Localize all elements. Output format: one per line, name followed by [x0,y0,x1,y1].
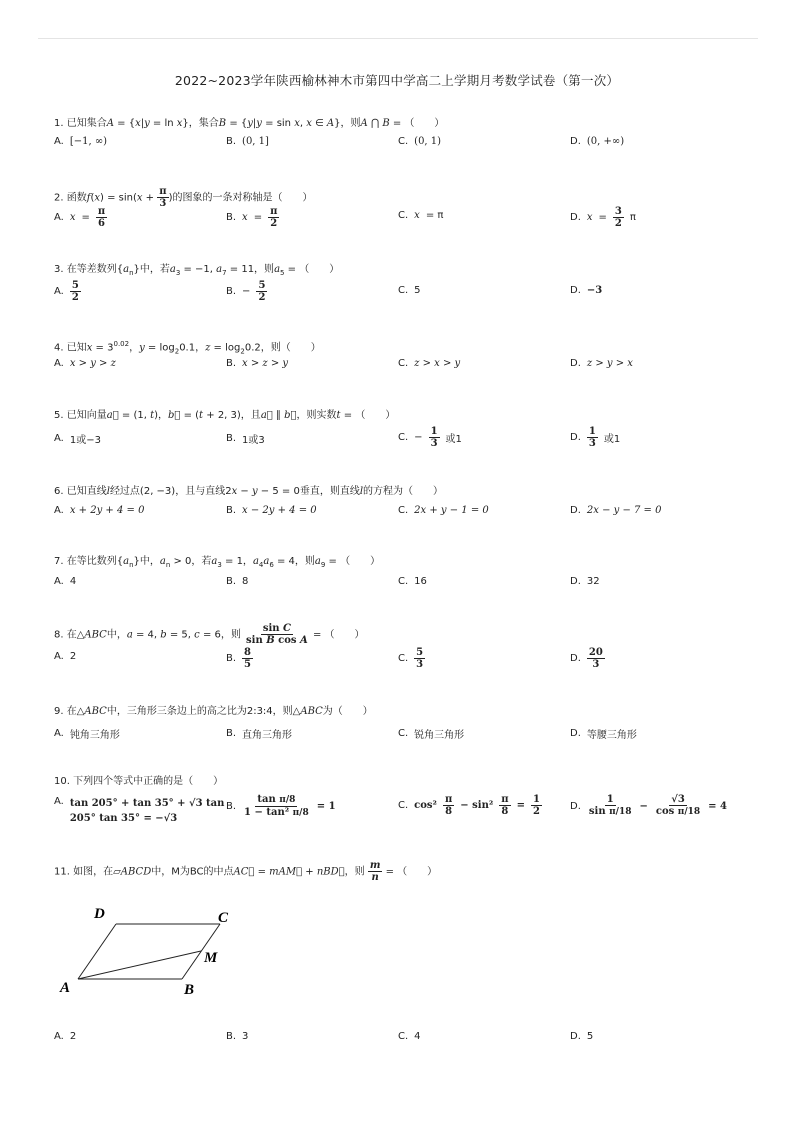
option-c[interactable]: C. 锐角三角形 [398,728,465,741]
question-9: 9. 在△ABC中，三角形三条边上的高之比为2:3:4，则△ABC为（ ） [54,706,373,717]
option-b[interactable]: B. 1或3 [226,433,265,446]
question-number: 6. [54,486,64,497]
option-d[interactable]: D. (0, +∞) [570,136,625,147]
option-c[interactable]: C. x = π [398,210,444,221]
option-d[interactable]: D. 32 [570,576,600,587]
option-a[interactable]: A. 2 [54,651,77,662]
option-a[interactable]: A. 1或−3 [54,433,101,446]
question-6: 6. 已知直线l经过点(2, −3)，且与直线2x − y − 5 = 0垂直，则直线l的方程为（ ） [54,486,444,497]
option-a[interactable]: A. 4 [54,576,77,587]
option-b[interactable]: B. x − 2y + 4 = 0 [226,505,317,516]
label-b: B [184,982,195,998]
option-a[interactable]: A. [−1, ∞) [54,136,108,147]
option-c[interactable]: C. 2x + y − 1 = 0 [398,505,489,516]
option-c[interactable]: C. (0, 1) [398,136,442,147]
label-m: M [204,950,218,966]
question-number: 5. [54,410,64,421]
option-d[interactable]: D. 等腰三角形 [570,728,637,741]
question-number: 2. [54,192,64,204]
question-number: 8. [54,629,64,641]
options-q3 [0,278,794,310]
option-d[interactable]: D. z > y > x [570,358,633,369]
option-d[interactable]: D. 5 [570,1031,594,1042]
options-q2 [0,202,794,234]
options-q7 [0,570,794,602]
option-d[interactable]: D. $\frac{20}{3}$ [570,647,603,670]
option-c[interactable]: C. 16 [398,576,427,587]
question-8: 8. 在△ABC中，a = 4, b = 5, c = 6，则 $\frac{\text{sin C}}{\text{sin B cos A}}$ = （ ） [54,623,365,646]
label-d: D [94,906,105,922]
options-q6 [0,499,794,531]
option-b[interactable]: B. 8 [226,576,249,587]
option-a[interactable]: A. x + 2y + 4 = 0 [54,505,145,516]
option-c[interactable]: C. $\frac{5}{3}$ [398,647,424,670]
option-a[interactable]: A. $\frac{5}{2}$ [54,280,79,303]
question-2: 2. 函数f(x) = sin(x + $\frac{\pi}{3}$ )的图象的一条对称轴是（ ） [54,186,313,209]
question-7: 7. 在等比数列$\{a_n\}$中，$a_n > 0$，若$a_3 = 1$，$a_4a_6 = 4$，则$a_9$ = （ ） [54,556,381,569]
question-number: 7. [54,556,64,567]
question-number: 1. [54,118,64,129]
options-q1 [0,130,794,162]
label-c: C [218,910,229,926]
options-q5 [0,424,794,456]
option-c[interactable]: C. − $\frac{1}{3}$ 或1 [398,426,462,449]
option-d[interactable]: D. $\frac{1}{3}$ 或1 [570,426,621,449]
question-1: 1. 已知集合A = {x|y = ln x}，集合B = {y|y = sin x, x ∈ A}，则A ⋂ B = （ ） [54,118,445,129]
label-a: A [60,980,71,996]
question-number: 9. [54,706,64,717]
option-a[interactable]: A. 钝角三角形 [54,728,120,741]
option-b[interactable]: B. (0, 1] [226,136,269,147]
question-number: 11. [54,866,70,878]
page-title: 2022~2023学年陕西榆林神木市第四中学高二上学期月考数学试卷（第一次） [174,73,620,88]
question-3: 3. 在等差数列$\{a_n\}$中，若$a_3 = -1$, $a_7 = 11$，则$a_5$ = （ ） [54,264,340,277]
option-d[interactable]: D. 2x − y − 7 = 0 [570,505,662,516]
question-11: 11. 如图，在▱ABCD中，M为BC的中点AC⃗ = mAM⃗ + nBD⃗，则 $\frac{m}{n}$ = （ ） [54,860,438,883]
option-a[interactable]: A. x > y > z [54,358,116,369]
segment-am [78,951,201,979]
edge-ad [78,924,116,979]
option-c[interactable]: C. 4 [398,1031,421,1042]
option-c[interactable]: C. cos² $\frac{\pi}{8}$ − sin² $\frac{\pi}{8}$ = $\frac{1}{2}$ [398,794,540,817]
question-number: 4. [54,342,64,354]
option-a[interactable]: A. 2 [54,1031,77,1042]
header-rule [38,38,758,39]
question-10: 10. 下列四个等式中正确的是（ ） [54,776,224,787]
option-d[interactable]: D. $\frac{1}{\text{sin π/18}}$ − $\frac{√3}{\text{cos π/18}}$ = 4 [570,794,727,817]
option-b[interactable]: B. $\frac{8}{5}$ [226,647,252,670]
option-d[interactable]: D. −3 [570,285,603,296]
question-4: 4. 已知$x = 3^{0.02}$，$y = \log_20.1$，$z = \log_20.2$，则（ ） [54,340,321,356]
option-b[interactable]: B. 3 [226,1031,249,1042]
options-q11 [0,1029,794,1061]
option-d[interactable]: D. x = $\frac{3}{2}$ π [570,206,636,229]
question-5: 5. 已知向量a⃗ = (1, t)，b⃗ = (t + 2, 3)，且a⃗ ∥ b⃗，则实数t = （ ） [54,410,396,421]
option-a[interactable]: A. tan 205° + tan 35° + √3 tan 205° tan 35° = −√3 [54,796,225,824]
option-b[interactable]: B. x = $\frac{\pi}{2}$ [226,206,278,229]
options-q10 [0,790,794,830]
parallelogram-figure [54,898,244,998]
question-number: 3. [54,264,64,275]
options-q8 [0,645,794,677]
option-c[interactable]: C. 5 [398,285,421,296]
option-b[interactable]: B. − $\frac{5}{2}$ [226,280,266,303]
option-b[interactable]: B. 直角三角形 [226,728,293,741]
question-number: 10. [54,776,70,787]
option-b[interactable]: B. $\frac{\text{tan π/8}}{\text{1 − tan² π/8}}$ = 1 [226,794,336,818]
options-q9 [0,720,794,752]
option-b[interactable]: B. x > z > y [226,358,289,369]
options-q4 [0,352,794,384]
option-c[interactable]: C. z > x > y [398,358,461,369]
option-a[interactable]: A. x = $\frac{\pi}{6}$ [54,206,106,229]
